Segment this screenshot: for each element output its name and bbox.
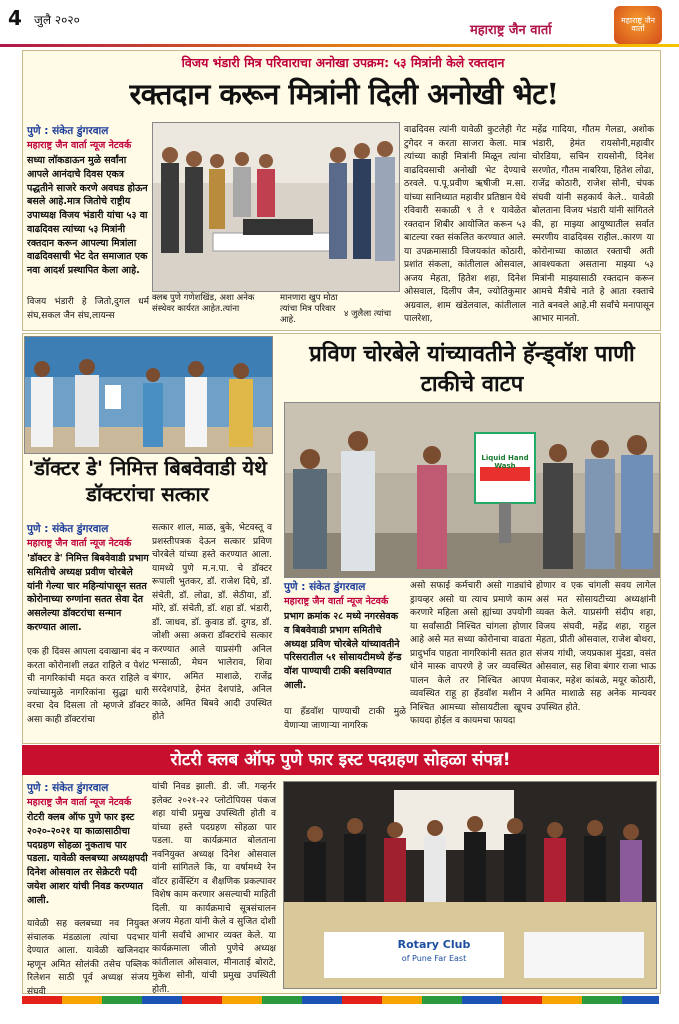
article1-byline bbox=[27, 124, 149, 151]
byline-place: पुणे : संकेत डुंगरवाल bbox=[284, 581, 366, 593]
byline-org: महाराष्ट्र जैन वार्ता न्यूज नेटवर्क bbox=[284, 596, 389, 607]
byline-org: महाराष्ट्र जैन वार्ता न्यूज नेटवर्क bbox=[27, 140, 132, 151]
article4-col2: यांची निवड झाली. डी. जी. गव्हर्नर इलेक्ट २०२१-२२ प्लोटोपियस पंकज शहा यांची प्रमुख उपस्थिती होती व यांच्या हस्ते पदग्रहण सोहळा पार पडला. या कार्यक्रमात बोलताना नवनियुक्त अध्यक्ष दिनेश ओसवाल यांनी सांगितले कि, या वर्षामध्ये रेन वॉटर हार्वेस्टिंग व शैक्षणिक प्रकल्पावर विशेष काम करणार असल्याची माहिती दिली. या कार्यक्रमाचे सूत्रसंचालन अजय मेहता यांनी केले व सुजित दोशी यांनी सर्वांचे आभार व्यक्त केले. या कार्यक्रमाला जीतो पुणेचे अध्यक्ष कांतीलाल ओसवाल, मीनाताई बोराटे, मुकेश सोनी, यांची प्रमुख उपस्थिती होती. bbox=[152, 782, 276, 995]
byline-place: पुणे : संकेत डुंगरवाल bbox=[27, 523, 109, 535]
rotary-club-name: Rotary Club bbox=[397, 938, 471, 951]
article3-headline: 'डॉक्टर डे' निमित्त बिबवेवाडी येथे डॉक्टरांचा सत्कार bbox=[28, 456, 267, 506]
handwash-poster-text: Liquid Hand Wash bbox=[481, 454, 529, 470]
article2-byline bbox=[284, 580, 406, 607]
article1-headline: रक्तदान करून मित्रांनी दिली अनोखी भेट! bbox=[129, 77, 559, 111]
issue-date: जुलै २०२० bbox=[34, 13, 80, 27]
page-number: 4 bbox=[8, 6, 22, 30]
article2-col3: होणार व एक चांगली सवय लागेल असं मत सोसायटीच्या अध्यक्षांनी व्यक्त केले. याप्रसंगी संदीप शहा, विजय संघवी, महेंद्र शहा, राहुल मेहता, प्रीती ओसवाल, राजेश बोथरा, संजय गांधी, जयप्रकाश मुंदडा, वसंत ओसवाल, सह शिवा बंगार राजा भाऊ मेवाकर, महेश कांबळे, मयूर कोठारी, अमित माशाळे सह अनेक मान्यवर उपस्थित होते. bbox=[536, 581, 656, 713]
byline-place: पुणे : संकेत डुंगरवाल bbox=[27, 125, 109, 137]
article3-col1-tail: एक ही दिवस आपला दवाखाना बंद न करता कोरोनाशी लढत राहिले व पेशंट ची नागरिकांची मदत करत राहिले व ज्यांच्यामुळे नागरिकांना सुद्धा धारी वरचा देव दिसला तो म्हणजे डॉक्टर असा काही डॉक्टरांचा bbox=[27, 647, 149, 725]
article1-col4: महेंद्र गादिया, गौतम गेलडा, अशोक भंडारी, हेमंत रायसोनी,महावीर चोरडिया, सचिन रायसोनी, दिनेश सरणोत, गौतम नाबरिया, हितेश लोढा, राजेंद्र कोठारी, राजेश सोनी, चंपक संघवी यांनी सहकार्य केले.. यावेळी बोलताना विजय भंडारी यांनी सांगितले की, हा माझ्या आयुष्यातील सर्वात स्मरणीय वाढदिवस राहील..कारण या कोरोनाच्या काळात रक्ताची अती आवश्यकता असताना माझ्या ५३ मित्रांनी माझ्यासाठी रक्तदान करून आमचे मैत्रीचे नाते हे आता रक्ताचे नाते बनवले आहे.मी सर्वांचे मनापासून आभार मानतो. bbox=[532, 125, 654, 324]
rotary-ceremony-photo bbox=[283, 781, 657, 989]
newspaper-name: महाराष्ट्र जैन वार्ता bbox=[470, 23, 552, 38]
article2-headline: प्रविण चोरबेले यांच्यावतीने हॅन्ड्वॉश पाणी टाकीचे वाटप bbox=[309, 341, 635, 397]
byline-org: महाराष्ट्र जैन वार्ता न्यूज नेटवर्क bbox=[27, 797, 132, 808]
header-rule bbox=[0, 44, 679, 47]
article1-lead: सध्या लॉकडाऊन मुळे सर्वांना आपले आनंदाचे दिवस एकत्र पद्धतीने साजरे करणे अवघड होऊन बसले आहे.मात्र जितोचे राष्ट्रीय उपाध्यक्ष विजय भंडारी यांचा ५३ वा वाढदिवस त्यांच्या ५३ मित्रांनी रक्तदान करून आपल्या मित्रांला वाढदिवसाची भेट देत समाजात एक नवा आदर्श प्रस्थापित केला आहे. bbox=[27, 155, 148, 277]
article1-kicker: विजय भंडारी मित्र परिवाराचा अनोखा उपक्रम: ५३ मित्रांनी केले रक्तदान bbox=[181, 55, 505, 70]
article3-byline bbox=[27, 522, 149, 549]
article4-lead: रोटरी क्लब ऑफ पुणे फार इस्ट २०२०-२०२१ या काळासाठीचा पदग्रहण सोहळा नुकताच पार पडला. यावेळी क्लबच्या अध्यक्षपदी दिनेश ओसवाल तर सेक्रेटरी पदी जयेश आशर यांची निवड करण्यात आली. bbox=[27, 812, 148, 906]
article3-col2: सत्कार शाल, माळ, बुके, भेटवस्तू व प्रशस्तीपत्रक देऊन सत्कार प्रविण चोरबेले यांच्या हस्ते करण्यात आला. यामध्ये पुणे म.न.पा. चे डॉक्टर रूपाली भुतकर, डॉ. राजेश दिघे, डॉ. संचेती, डॉ. लोढा, डॉ. सेठीया, डॉ. मोरे, डॉ. संचेती, डॉ. शहा डॉ. भंडारी, डॉ. जाधव, डॉ. कुवाड डॉ. दुगड, डॉ. जोशी असा अकरा डॉक्टरांचे सत्कार करण्यात आले याप्रसंगी अनिल भन्साळी, मेघन भालेराव, शिवा बंगार, अमित माशाळे, राजेंद्र सरदेशपांडे, हेमंत देशपांडे, अनिल काळे, अमित बिबवे आदी उपस्थित होते bbox=[152, 523, 272, 722]
article4-col1-tail: यावेळी सह क्लबच्या नव नियुक्त संचालक मंडळाला त्यांचा पदभार देण्यात आला. यावेळी खजिनदार म्हणून अमित सोलंकी तसेच पब्लिक रिलेशन साठी पूर्व अध्यक्ष संजय संघवी bbox=[27, 919, 149, 997]
newspaper-logo: महाराष्ट्र जैन वार्ता bbox=[614, 6, 662, 44]
article4-headline: रोटरी क्लब ऑफ पुणे फार इस्ट पदग्रहण सोहळा संपन्न! bbox=[22, 745, 659, 775]
rotary-club-sub: of Pune Far East bbox=[401, 954, 467, 963]
handwash-photo bbox=[284, 402, 660, 578]
article2-col2: असो सफाई कर्मचारी असो गाड्यांचे ड्रायव्हर असो या त्याच प्रमाणे काम करणारे महिला असो ह्यांच्या उपयोगी या सर्वांसाठी निश्चित चांगला होणार आहे असे मत सध्या कोरोनाचा वाढता प्रादुर्भाव पाहता नागरिकांनी सतत हात धोने मास्क वापरणे हे जर व्यवस्थित पालन केले तर निश्चित आपण व्यवस्थित राहू हा हँडवॉश मशीन ने निश्चित आमच्या सोसायटीला खूपच फायदा होईल व कायमचा फायदा bbox=[410, 581, 532, 726]
blood-donation-photo bbox=[152, 122, 400, 292]
article1-caption-2: मानणारा खुप मोठा त्यांचा मित्र परिवार आहे. bbox=[280, 293, 338, 325]
article2-col1-tail: या हँडवॉश पाण्याची टाकी मुळे येणाऱ्या जाणाऱ्या नागरिक bbox=[284, 707, 406, 731]
article2-lead: प्रभाग क्रमांक २८ मध्ये नगरसेवक व बिबवेवाडी प्रभाग समितीचे अध्यक्ष प्रविण चोरबेले यांच्यावतीने परिसरातील ५१ सोसायटीमध्ये हॅन्ड वॉश पाण्याची टाकी बसविण्यात आली. bbox=[284, 611, 402, 691]
article1-caption-3: ४ जुलैला त्यांचा bbox=[344, 309, 392, 319]
footer-stripe bbox=[22, 996, 659, 1004]
article4-byline bbox=[27, 781, 149, 808]
byline-place: पुणे : संकेत डुंगरवाल bbox=[27, 782, 109, 794]
byline-org: महाराष्ट्र जैन वार्ता न्यूज नेटवर्क bbox=[27, 538, 132, 549]
doctors-day-photo bbox=[24, 336, 273, 454]
article1-col1-tail: विजय भंडारी हे जितो,दुगल धर्म संघ,सकल जैन संघ,लायन्स bbox=[27, 297, 149, 321]
article1-photo-caption: क्लब पुणे गणेशखिंड, अशा अनेक संस्थेवर कार्यरत आहेत.त्यांना bbox=[152, 293, 255, 314]
article3-lead: 'डॉक्टर डे' निमित्त बिबवेवाडी प्रभाग समितीचे अध्यक्ष प्रवीण चोरबेले यांनी गेल्या चार महिन्यांपासून सतत कोरोनाच्या रुग्णांना सतत सेवा देत असलेल्या डॉक्टरांचा सन्मान करण्यात आला. bbox=[27, 553, 149, 633]
article1-col3: वाढदिवस त्यांनी यावेळी कुटलेही गेट टुगेदर न करता साजरा केला. मात्र त्यांच्या काही मित्रांनी मिळून त्यांना वाढदिवसाची अनोखी भेट देण्याचे ठरवले. प.पू.प्रवीण ऋषीजी म.सा. यांच्या सानिध्यात महावीर प्रतिष्ठान येथे रविवारी सकाळी ९ ते १ यावेळेत रक्तदान शिबीर आयोजित करून ५३ बाटल्या रक्त संकलित करण्यात आले. या उपक्रमासाठी विजयकांत कोठारी, प्रशांत संकला, कांतीलाल ओसवाल, अजय मेहता, हितेश शहा, दिनेश ओसवाल, दिलीप जैन, ज्योतिकुमार अग्रवाल, शाम खंडेलवाल, कांतीलाल पालरेशा, bbox=[404, 125, 526, 324]
